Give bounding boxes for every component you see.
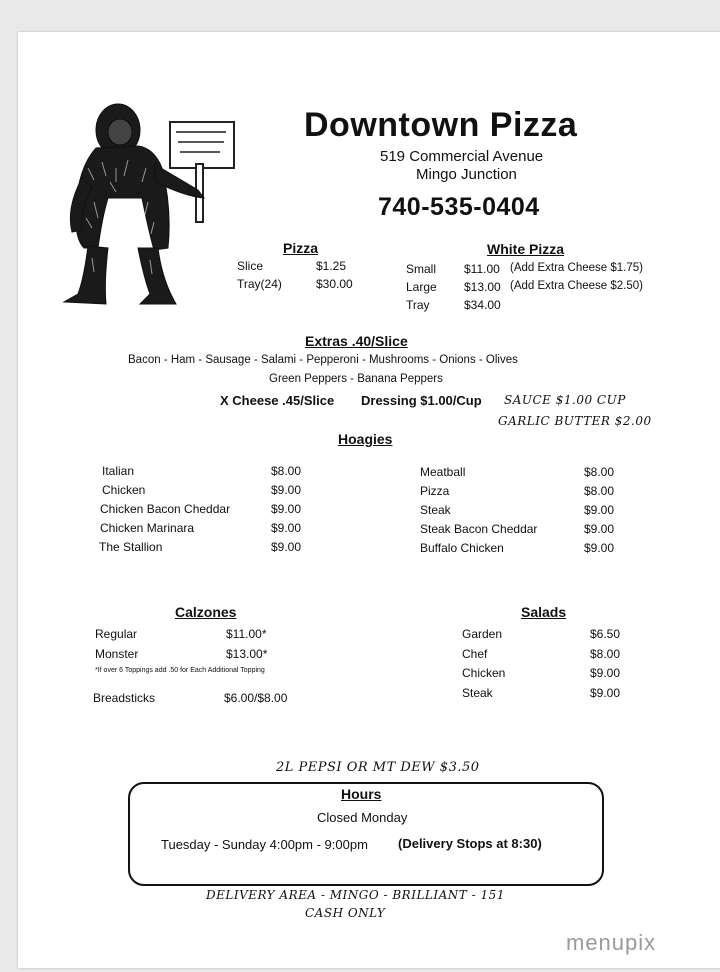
white-pizza-item-name: Small bbox=[406, 262, 437, 276]
white-pizza-item-note: (Add Extra Cheese $2.50) bbox=[510, 280, 643, 292]
white-pizza-item-price: $13.00 bbox=[464, 280, 501, 294]
hoagie-item-price: $9.00 bbox=[584, 541, 615, 555]
salad-item-price: $9.00 bbox=[590, 686, 621, 700]
salads-heading: Salads bbox=[521, 604, 567, 620]
white-pizza-item-note: (Add Extra Cheese $1.75) bbox=[510, 262, 643, 274]
calzone-item-price: $13.00* bbox=[226, 647, 268, 661]
restaurant-title: Downtown Pizza bbox=[304, 106, 578, 144]
salad-item-price: $8.00 bbox=[590, 647, 621, 661]
address-street: 519 Commercial Avenue bbox=[380, 148, 544, 165]
address-city: Mingo Junction bbox=[416, 166, 517, 183]
handwritten-sauce-price: SAUCE $1.00 CUP bbox=[504, 393, 626, 407]
hoagies-heading: Hoagies bbox=[338, 431, 393, 447]
hoagie-item-name: Chicken Marinara bbox=[100, 521, 195, 535]
hoagie-item-name: Pizza bbox=[420, 484, 450, 498]
hoagie-item-price: $9.00 bbox=[271, 521, 302, 535]
dressing-price: Dressing $1.00/Cup bbox=[361, 393, 482, 408]
salad-item-name: Chef bbox=[462, 647, 488, 661]
hoagie-item-name: Italian bbox=[102, 464, 135, 478]
hours-delivery-cutoff: (Delivery Stops at 8:30) bbox=[398, 836, 542, 851]
white-pizza-item-name: Tray bbox=[406, 298, 430, 312]
salad-item-name: Steak bbox=[462, 686, 493, 700]
salad-item-name: Chicken bbox=[462, 666, 506, 680]
pizza-item-name: Slice bbox=[237, 259, 264, 273]
calzone-topping-note: *If over 6 Toppings add .50 for Each Additional Topping bbox=[95, 667, 265, 674]
calzone-item-name: Monster bbox=[95, 647, 139, 661]
calzone-item-name: Regular bbox=[95, 627, 138, 641]
hoagie-item-name: Chicken bbox=[102, 483, 146, 497]
bigfoot-mascot-image bbox=[58, 98, 248, 310]
hoagie-item-price: $9.00 bbox=[584, 522, 615, 536]
hoagie-item-name: Meatball bbox=[420, 465, 466, 479]
hoagie-item-name: Steak bbox=[420, 503, 451, 517]
pizza-item-price: $1.25 bbox=[316, 259, 347, 273]
hoagie-item-price: $8.00 bbox=[584, 484, 615, 498]
extras-toppings-line: Green Peppers - Banana Peppers bbox=[269, 373, 443, 385]
extra-cheese-price: X Cheese .45/Slice bbox=[220, 393, 335, 408]
salad-item-price: $6.50 bbox=[590, 627, 621, 641]
handwritten-garlic-butter-price: GARLIC BUTTER $2.00 bbox=[498, 414, 652, 428]
pizza-item-name: Tray(24) bbox=[237, 277, 282, 291]
handwritten-cash-only: CASH ONLY bbox=[305, 906, 386, 920]
calzone-item-price: $11.00* bbox=[226, 627, 267, 641]
hours-closed: Closed Monday bbox=[317, 810, 408, 825]
white-pizza-heading: White Pizza bbox=[487, 241, 565, 257]
breadsticks-name: Breadsticks bbox=[93, 691, 156, 705]
extras-toppings-line: Bacon - Ham - Sausage - Salami - Pepperoni - Mushrooms - Onions - Olives bbox=[128, 354, 518, 366]
pizza-item-price: $30.00 bbox=[316, 277, 353, 291]
hoagie-item-price: $9.00 bbox=[271, 483, 302, 497]
handwritten-drinks-price: 2L PEPSI OR MT DEW $3.50 bbox=[276, 760, 480, 775]
salad-item-name: Garden bbox=[462, 627, 503, 641]
white-pizza-item-name: Large bbox=[406, 280, 437, 294]
hoagie-item-name: Buffalo Chicken bbox=[420, 541, 504, 555]
hours-open: Tuesday - Sunday 4:00pm - 9:00pm bbox=[161, 837, 368, 852]
hoagie-item-price: $8.00 bbox=[271, 464, 302, 478]
hoagie-item-price: $9.00 bbox=[271, 540, 302, 554]
hoagie-item-name: Chicken Bacon Cheddar bbox=[100, 502, 231, 516]
white-pizza-item-price: $34.00 bbox=[464, 298, 501, 312]
hours-heading: Hours bbox=[341, 786, 382, 802]
pizza-heading: Pizza bbox=[283, 240, 319, 256]
handwritten-delivery-area: DELIVERY AREA - MINGO - BRILLIANT - 151 bbox=[206, 888, 505, 902]
hoagie-item-price: $9.00 bbox=[584, 503, 615, 517]
breadsticks-price: $6.00/$8.00 bbox=[224, 691, 288, 705]
hoagie-item-name: The Stallion bbox=[99, 540, 163, 554]
hoagie-item-price: $9.00 bbox=[271, 502, 302, 516]
calzones-heading: Calzones bbox=[175, 604, 237, 620]
phone-number: 740-535-0404 bbox=[378, 193, 540, 221]
salad-item-price: $9.00 bbox=[590, 666, 621, 680]
hoagie-item-price: $8.00 bbox=[584, 465, 615, 479]
watermark-logo: menupix bbox=[566, 930, 657, 955]
white-pizza-item-price: $11.00 bbox=[464, 262, 500, 276]
extras-heading: Extras .40/Slice bbox=[305, 333, 408, 349]
hoagie-item-name: Steak Bacon Cheddar bbox=[420, 522, 538, 536]
